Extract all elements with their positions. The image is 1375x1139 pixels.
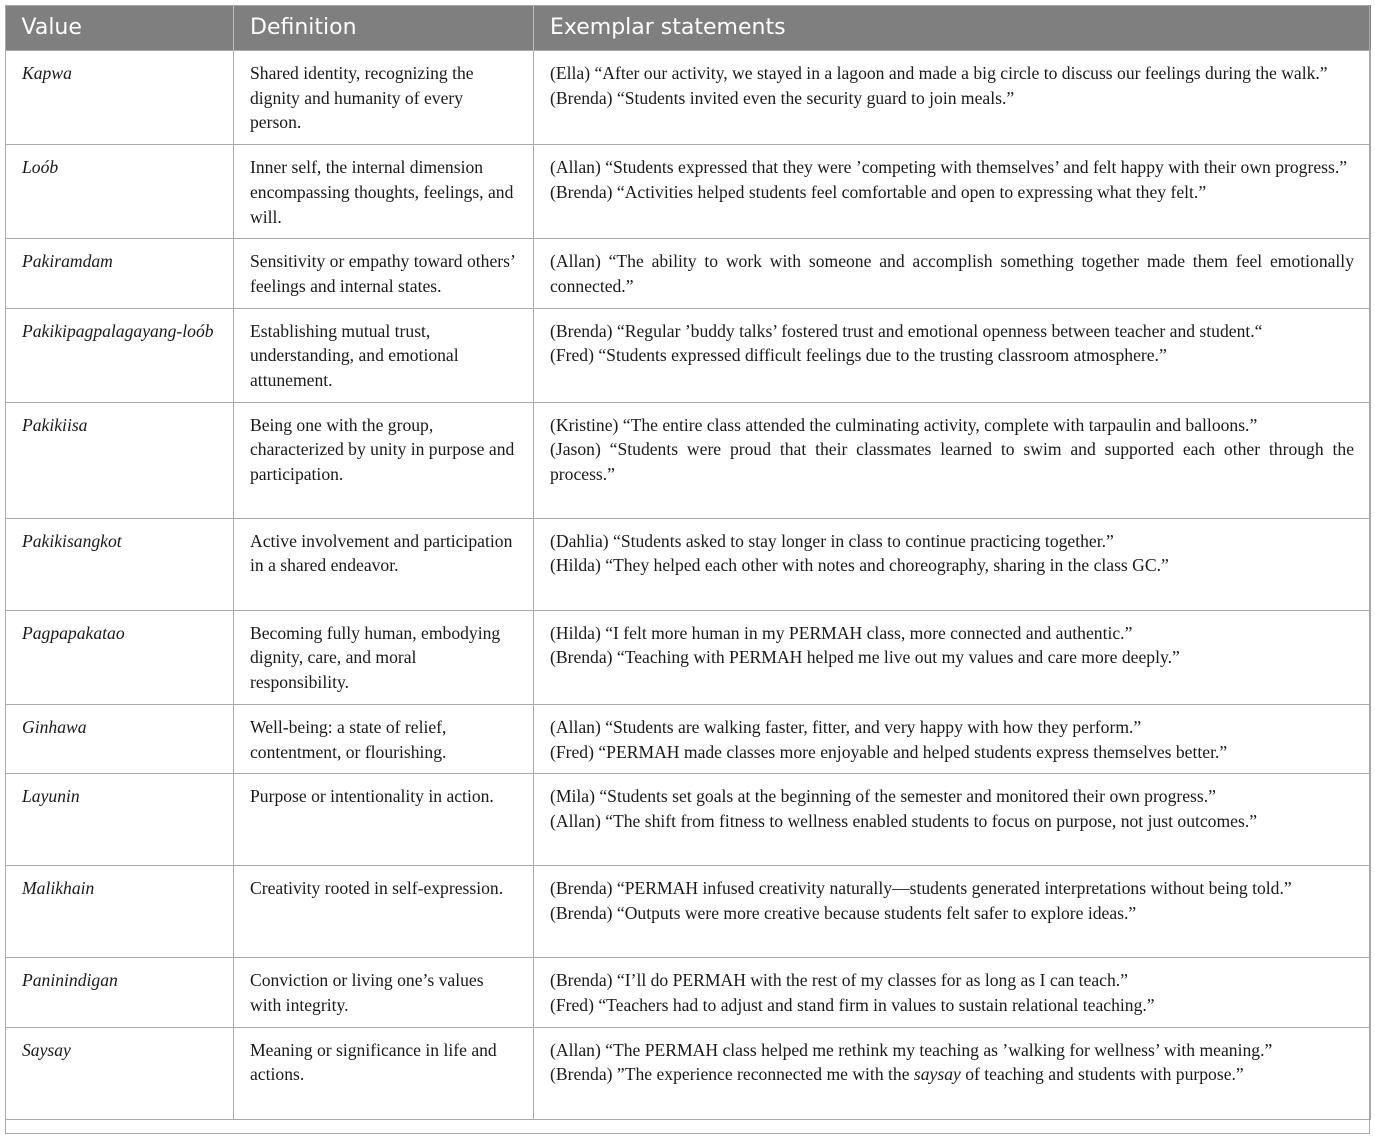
- value-cell: Kapwa: [6, 51, 234, 145]
- exemplar-statement: (Hilda) “I felt more human in my PERMAH class, more connected and authentic.”: [550, 622, 1133, 643]
- exemplar-statement: (Brenda) “Regular ’buddy talks’ fostered trust and emotional openness between teacher and student.“: [550, 320, 1263, 341]
- exemplar-statement: (Brenda) “Outputs were more creative because students felt safer to explore ideas.”: [550, 902, 1137, 923]
- table-row: [6, 518, 1371, 610]
- exemplar-cell: [534, 239, 1371, 308]
- exemplar-statement: (Brenda) “Students invited even the security guard to join meals.”: [550, 87, 1015, 108]
- exemplar-statement: (Brenda) “Activities helped students feel comfortable and open to expressing what they felt.”: [550, 181, 1207, 202]
- exemplar-cell: [534, 958, 1371, 1027]
- table-row: [6, 308, 1371, 402]
- table-row: [6, 774, 1371, 866]
- definition-cell: Inner self, the internal dimension encompassing thoughts, feelings, and will.: [234, 145, 534, 239]
- exemplar-cell: [534, 308, 1371, 402]
- value-cell: Pakiramdam: [6, 239, 234, 308]
- value-cell: Pakikisangkot: [6, 518, 234, 610]
- exemplar-statement: (Brenda) ”The experience reconnected me with the saysay of teaching and students with purpose.”: [550, 1064, 1244, 1085]
- definition-cell: Well-being: a state of relief, contentment, or flourishing.: [234, 704, 534, 773]
- value-cell: Pakikiisa: [6, 402, 234, 518]
- table-row: [6, 610, 1371, 704]
- value-cell: Malikhain: [6, 866, 234, 958]
- exemplar-statement: (Allan) “The PERMAH class helped me rethink my teaching as ’walking for wellness’ with meaning.”: [550, 1039, 1273, 1060]
- header-row: [6, 5, 1371, 51]
- exemplar-cell: [534, 704, 1371, 773]
- exemplar-statement: (Kristine) “The entire class attended the culminating activity, complete with tarpaulin and balloons.”: [550, 414, 1258, 435]
- exemplar-cell: [534, 51, 1371, 145]
- exemplar-statement: (Brenda) “I’ll do PERMAH with the rest of my classes for as long as I can teach.”: [550, 970, 1128, 991]
- definition-cell: Sensitivity or empathy toward others’ feelings and internal states.: [234, 239, 534, 308]
- exemplar-statement: (Allan) “Students are walking faster, fitter, and very happy with how they perform.”: [550, 716, 1142, 737]
- values-table: [5, 5, 1371, 1120]
- exemplar-cell: [534, 610, 1371, 704]
- exemplar-statement: (Allan) “The ability to work with someone and accomplish something together made them feel emotionally connected.”: [550, 251, 1354, 296]
- table-row: [6, 402, 1371, 518]
- value-cell: Pakikipagpalagayang-loób: [6, 308, 234, 402]
- exemplar-statement: (Fred) “Students expressed difficult feelings due to the trusting classroom atmosphere.”: [550, 345, 1167, 366]
- definition-cell: Establishing mutual trust, understanding, and emotional attunement.: [234, 308, 534, 402]
- exemplar-statement: (Brenda) “PERMAH infused creativity naturally—students generated interpretations without being told.”: [550, 878, 1292, 899]
- definition-cell: Purpose or intentionality in action.: [234, 774, 534, 866]
- exemplar-statement: (Fred) “Teachers had to adjust and stand firm in values to sustain relational teaching.”: [550, 994, 1155, 1015]
- exemplar-statement: (Mila) “Students set goals at the beginning of the semester and monitored their own progress.”: [550, 786, 1216, 807]
- exemplar-statement: (Dahlia) “Students asked to stay longer in class to continue practicing together.”: [550, 530, 1114, 551]
- value-cell: Loób: [6, 145, 234, 239]
- exemplar-cell: [534, 402, 1371, 518]
- exemplar-statement: (Jason) “Students were proud that their classmates learned to swim and supported each other through the process.”: [550, 439, 1354, 485]
- exemplar-cell: [534, 1027, 1371, 1119]
- exemplar-statement: (Allan) “Students expressed that they were ’competing with themselves’ and felt happy with their own progress.”: [550, 157, 1348, 178]
- exemplar-statement: (Ella) “After our activity, we stayed in a lagoon and made a big circle to discuss our feelings during the walk.”: [550, 63, 1328, 83]
- exemplar-cell: [534, 774, 1371, 866]
- table-row: [6, 1027, 1371, 1119]
- value-cell: Pagpapakatao: [6, 610, 234, 704]
- definition-cell: Shared identity, recognizing the dignity and humanity of every person.: [234, 51, 534, 145]
- header-definition: Definition: [234, 5, 534, 51]
- exemplar-statement: (Hilda) “They helped each other with notes and choreography, sharing in the class GC.”: [550, 555, 1169, 576]
- header-value: Value: [6, 5, 234, 51]
- table-row: [6, 704, 1371, 773]
- exemplar-statement: (Fred) “PERMAH made classes more enjoyable and helped students express themselves better.”: [550, 741, 1228, 762]
- value-cell: Layunin: [6, 774, 234, 866]
- table-row: [6, 51, 1371, 145]
- exemplar-cell: [534, 145, 1371, 239]
- exemplar-statement: (Allan) “The shift from fitness to wellness enabled students to focus on purpose, not just outcomes.”: [550, 810, 1258, 831]
- value-cell: Saysay: [6, 1027, 234, 1119]
- definition-cell: Conviction or living one’s values with integrity.: [234, 958, 534, 1027]
- table-row: [6, 958, 1371, 1027]
- exemplar-statement: (Brenda) “Teaching with PERMAH helped me live out my values and care more deeply.”: [550, 647, 1180, 668]
- exemplar-cell: [534, 866, 1371, 958]
- definition-cell: Active involvement and participation in a shared endeavor.: [234, 518, 534, 610]
- table-row: [6, 239, 1371, 308]
- definition-cell: Becoming fully human, embodying dignity, care, and moral responsibility.: [234, 610, 534, 704]
- exemplar-cell: [534, 518, 1371, 610]
- value-cell: Paninindigan: [6, 958, 234, 1027]
- definition-cell: Being one with the group, characterized by unity in purpose and participation.: [234, 402, 534, 518]
- definition-cell: Creativity rooted in self-expression.: [234, 866, 534, 958]
- table-row: [6, 145, 1371, 239]
- value-cell: Ginhawa: [6, 704, 234, 773]
- table-row: [6, 866, 1371, 958]
- definition-cell: Meaning or significance in life and actions.: [234, 1027, 534, 1119]
- header-exemplar-statements: Exemplar statements: [534, 5, 1371, 51]
